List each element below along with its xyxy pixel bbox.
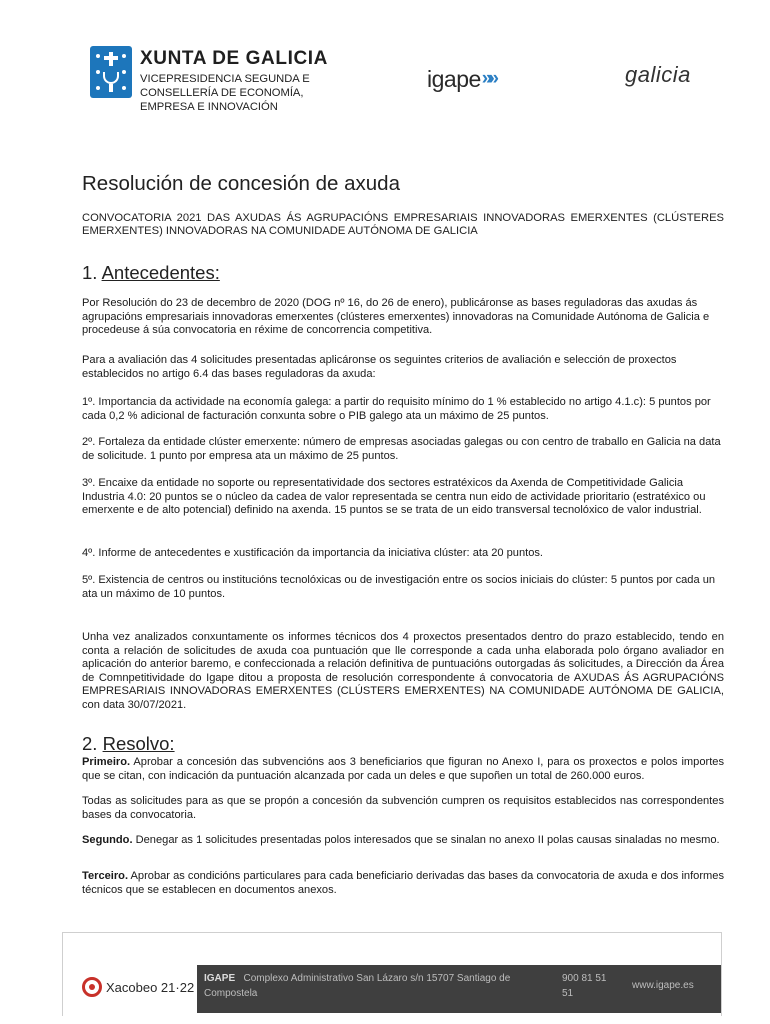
paragraph: Unha vez analizados conxuntamente os informes técnicos dos 4 proxectos presentados dentro do prazo establecido, tendo en conta a relación de solicitudes de axuda coa puntuación que lle corresponde a cada unha elaborada polo órgano avaliador en aplicación do anterior baremo, e confeccionada a relación definitiva de puntuacións outorgadas ás solicitudes, a Dirección da Área de Comnpetitividade do Igape ditou a proposta de resolución correspondente á convocatoria de AXUDAS ÁS AGRUPACIÓNS EMPRESARIAIS INNOVADORAS EMERXENTES (CLÚSTERS EMERXENTES) NA COMUNIDADE AUTÓNOMA DE GALICIA, con data 30/07/2021. bbox=[82, 631, 724, 711]
xacobeo-logo: Xacobeo 21·22 bbox=[82, 977, 194, 997]
footer-phone: 900 81 51 51 bbox=[562, 973, 607, 999]
xacobeo-icon bbox=[82, 977, 102, 997]
chevrons-icon: »» bbox=[481, 68, 495, 89]
igape-logo: igape »» bbox=[427, 65, 495, 92]
criterion-1: 1º. Importancia da actividade na economía galega: a partir do requisito mínimo do 1 % establecido no artigo 4.1.c): 5 puntos por cada 0,2 % adicional de facturación conxunta sobre o PIB galego ata un máximo de 25 puntos. bbox=[82, 396, 711, 422]
terceiro-paragraph: Terceiro. Aprobar as condicións particulares para cada beneficiario derivadas das bases da convocatoria de axuda e dos informes técnicos que se establecen en documentos anexos. bbox=[82, 870, 724, 896]
footer-website-link[interactable]: www.igape.es bbox=[632, 980, 694, 991]
xunta-shield-icon bbox=[90, 46, 132, 98]
section-heading-antecedentes: 1. Antecedentes: bbox=[82, 262, 220, 283]
paragraph: Para a avaliación das 4 solicitudes presentadas aplicáronse os seguintes criterios de avaliación e selección de proxectos establecidos no artigo 6.4 das bases reguladoras da axuda: bbox=[82, 354, 677, 380]
criterion-5: 5º. Existencia de centros ou institucións tecnolóxicas ou de investigación entre os socios iniciais do clúster: 5 puntos por cada un ata un máximo de 10 puntos. bbox=[82, 574, 716, 600]
paragraph: Por Resolución do 23 de decembro de 2020 (DOG nº 16, do 26 de enero), publicáronse as bases reguladoras das axudas ás agrupacións empresariais innovadoras emerxentes (clústeres emerxentes) innovadoras na Comunidade Autónoma de Galicia e procedeuse á súa convocatoria en réxime de concorrencia competitiva. bbox=[82, 297, 710, 336]
paragraph: Todas as solicitudes para as que se propón a concesión da subvención cumpren os requisitos establecidos nas correspondentes bases da convocatoria. bbox=[82, 795, 724, 821]
page-header bbox=[0, 0, 770, 130]
criterion-4: 4º. Informe de antecedentes e xustificación da importancia da iniciativa clúster: ata 20 puntos. bbox=[82, 547, 544, 559]
footer-address: IGAPE Complexo Administrativo San Lázaro s/n 15707 Santiago de Compostela bbox=[204, 973, 511, 999]
department-name: VICEPRESIDENCIA SEGUNDA E CONSELLERÍA DE ECONOMÍA, EMPRESA E INNOVACIÓN bbox=[140, 73, 310, 113]
org-title: XUNTA DE GALICIA bbox=[140, 48, 328, 69]
document-title: Resolución de concesión de axuda bbox=[82, 172, 400, 195]
criterion-2: 2º. Fortaleza da entidade clúster emerxente: número de empresas asociadas galegas ou con centro de traballo en Galicia na data de solicitude. 1 punto por empresa ata un máximo de 25 puntos. bbox=[82, 436, 721, 462]
criterion-3: 3º. Encaixe da entidade no soporte ou representatividade dos sectores estratéxicos da Axenda de Competitividade Galicia Industria 4.0: 20 puntos se o núcleo da cadea de valor representada se centra nun eido de actividade prioritario (estratéxico ou emerxente e de alto potencial) definido na axenda. 15 puntos se se trata de un eido transversal tecnolóxico de valor industrial. bbox=[82, 477, 706, 516]
segundo-paragraph: Segundo. Denegar as 1 solicitudes presentadas polos interesados que se sinalan no anexo II polas causas sinaladas no mesmo. bbox=[82, 834, 720, 846]
section-heading-resolvo: 2. Resolvo: bbox=[82, 733, 175, 754]
convocatoria-text: CONVOCATORIA 2021 DAS AXUDAS ÁS AGRUPACIÓNS EMPRESARIAIS INNOVADORAS EMERXENTES (CLÚSTERES EMERXENTES) INNOVADORAS NA COMUNIDADE AUTÓNOMA DE GALICIA bbox=[82, 212, 724, 237]
primeiro-paragraph: Primeiro. Aprobar a concesión das subvencións aos 3 beneficiarios que figuran no Anexo I, para os proxectos e polos importes que se citan, con indicación da puntuación alcanzada por cada un deles e que supoñen un total de 260.000 euros. bbox=[82, 756, 724, 782]
galicia-logo: galicia bbox=[625, 62, 691, 87]
